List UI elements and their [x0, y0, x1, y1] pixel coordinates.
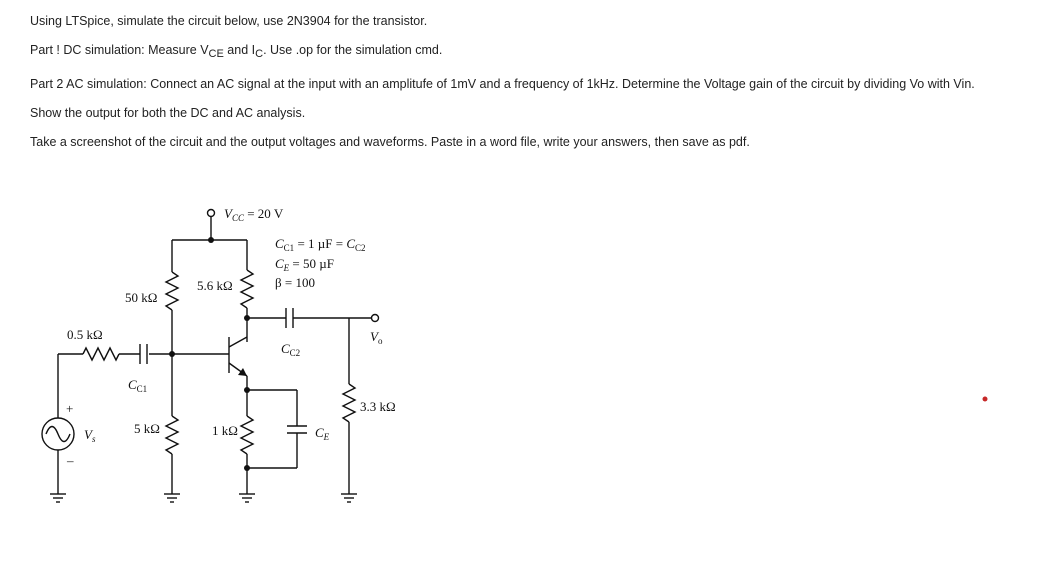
vcc-terminal — [208, 210, 215, 217]
line2-sub-c: C — [255, 48, 264, 60]
ground-icon-source — [50, 494, 66, 502]
ce-label: $C_E$ — [315, 425, 330, 442]
instruction-line-3: Part 2 AC simulation: Connect an AC signal at the input with an amplitufe of 1mV and a frequency of 1kHz. Determine the Voltage gain of the circuit by dividing Vo with Vin. — [30, 77, 975, 91]
ground-icon-emitter — [239, 494, 255, 502]
r2-label: 5 kΩ — [134, 421, 160, 436]
rl-resistor — [343, 384, 355, 422]
ground-icon-load — [341, 494, 357, 502]
stray-dot — [983, 397, 988, 402]
param-cc: $C_{C1} = 1$ $\mu F = C_{C2}$ — [275, 236, 366, 253]
re-resistor — [241, 416, 253, 454]
transistor-collector — [229, 337, 247, 347]
rl-label: 3.3 kΩ — [360, 399, 396, 414]
vo-label: $V_o$ — [370, 329, 383, 346]
rc-label: 5.6 kΩ — [197, 278, 233, 293]
vcc-node — [208, 237, 214, 243]
line2-pre: Part ! DC simulation: Measure V — [30, 43, 209, 57]
instruction-line-5: Take a screenshot of the circuit and the output voltages and waveforms. Paste in a word file, write your answers, then save as pdf. — [30, 135, 750, 149]
rc-resistor — [241, 270, 253, 308]
r2-resistor — [166, 416, 178, 454]
source-minus: – — [67, 453, 74, 468]
rs-label: 0.5 kΩ — [67, 327, 103, 342]
r1-label: 50 kΩ — [125, 290, 158, 305]
instruction-line-4: Show the output for both the DC and AC analysis. — [30, 106, 306, 120]
line2-post: . Use .op for the simulation cmd. — [263, 43, 443, 57]
vcc-label: $V_{CC} = 20$ V — [224, 206, 284, 223]
r1-resistor — [166, 272, 178, 310]
re-label: 1 kΩ — [212, 423, 238, 438]
param-ce: $C_E = 50$ µF — [275, 256, 334, 273]
rs-resistor — [83, 348, 119, 360]
line2-sub-ce: CE — [208, 48, 224, 60]
cc1-label: $C_{C1}$ — [128, 377, 148, 394]
source-plus: + — [66, 401, 74, 416]
ground-icon-r2 — [164, 494, 180, 502]
param-beta: β = 100 — [275, 275, 315, 290]
vs-label: $V_s$ — [84, 427, 96, 444]
ground-node — [244, 465, 250, 471]
emitter-arrow-icon — [238, 368, 247, 376]
instruction-line-1: Using LTSpice, simulate the circuit below, use 2N3904 for the transistor. — [30, 14, 428, 28]
line2-mid: and I — [223, 43, 256, 57]
cc2-label: $C_{C2}$ — [281, 341, 301, 358]
vo-terminal — [372, 315, 379, 322]
sine-wave-icon — [46, 427, 70, 442]
